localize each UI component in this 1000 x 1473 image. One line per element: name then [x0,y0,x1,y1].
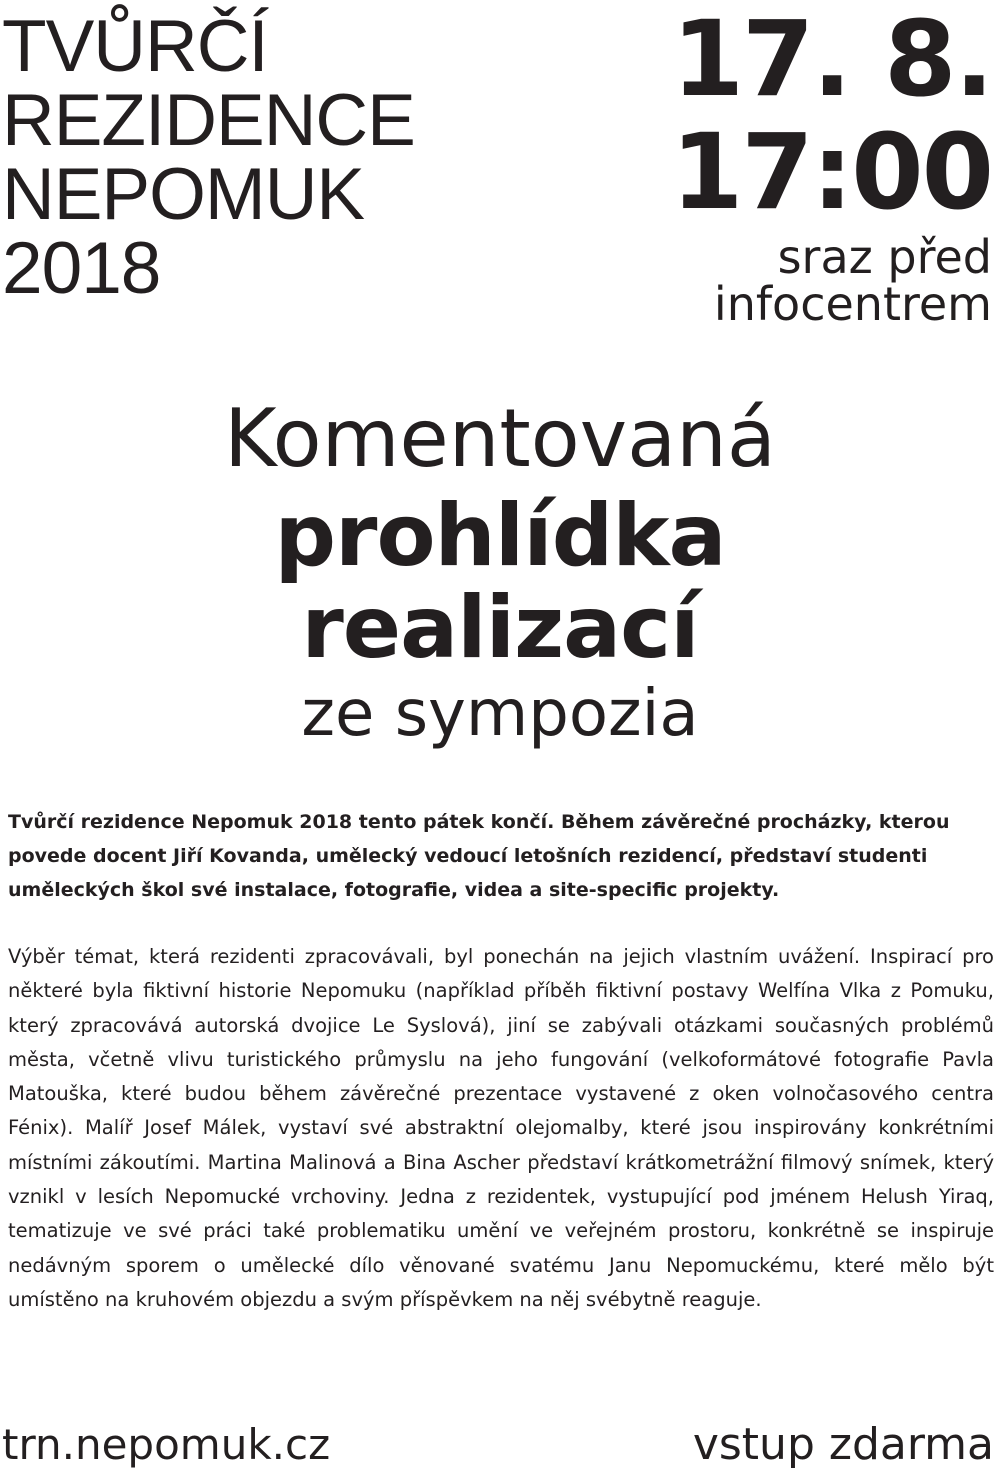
meeting-point-line-1: sraz před [777,230,992,284]
residence-line-2: REZIDENCE [2,80,415,161]
headline-line-3: realizací [301,578,699,678]
residence-year: 2018 [2,228,161,309]
residence-title [2,6,472,309]
website-link[interactable]: trn.nepomuk.cz [2,1420,331,1469]
meeting-point [472,230,992,331]
event-info [472,0,992,331]
headline-line-4: ze sympozia [301,677,699,751]
residence-line-1: TVŮRČÍ [2,6,268,87]
headline-line-1: Komentovaná [224,392,776,485]
body-paragraph: Výběr témat, která rezidenti zpracovávali, byl ponechán na jejich vlastním uvážení. Inspirací pro některé byla fiktivní historie Nepomuku (například příběh fiktivní postavy Welfína Vlka z Pomuku, který zpracovává autorská dvojice Le Syslová), jiní se zabývali otázkami současných problémů města, včetně vlivu turistického průmyslu na jeho fungování (velkoformátové fotografie Pavla Matouška, které budou během závěrečné prezentace vystavené z oken volnočasového centra Fénix). Malíř Josef Málek, vystaví své abstraktní olejomalby, které jsou inspirovány konkrétními místními zákoutími. Martina Malinová a Bina Ascher představí krátkometrážní filmový snímek, který vznikl v lesích Nepomucké vrchoviny. Jedna z rezidentek, vystupující pod jménem Helush Yiraq, tematizuje ve své práci také problematiku umění ve veřejném prostoru, konkrétně se inspiruje nedávným sporem o umělecké dílo věnované svatému Janu Nepomuckému, které mělo být umístěno na kruhovém objezdu a svým příspěvkem na něj svébytně reaguje. [8,945,994,1311]
headline [0,388,1000,754]
event-date: 17. 8. [671,0,992,120]
lead-paragraph: Tvůrčí rezidence Nepomuk 2018 tento pátek končí. Během závěrečné procházky, kterou povede docent Jiří Kovanda, umělecký vedoucí letošních rezidencí, představí studenti uměleckých škol své instalace, fotografie, videa a site-specific projekty. [8,811,950,901]
admission-note: vstup zdarma [692,1419,994,1470]
headline-line-2: prohlídka [274,486,726,586]
event-time: 17:00 [670,111,992,233]
residence-line-3: NEPOMUK [2,154,365,235]
meeting-point-line-2: infocentrem [713,277,992,331]
